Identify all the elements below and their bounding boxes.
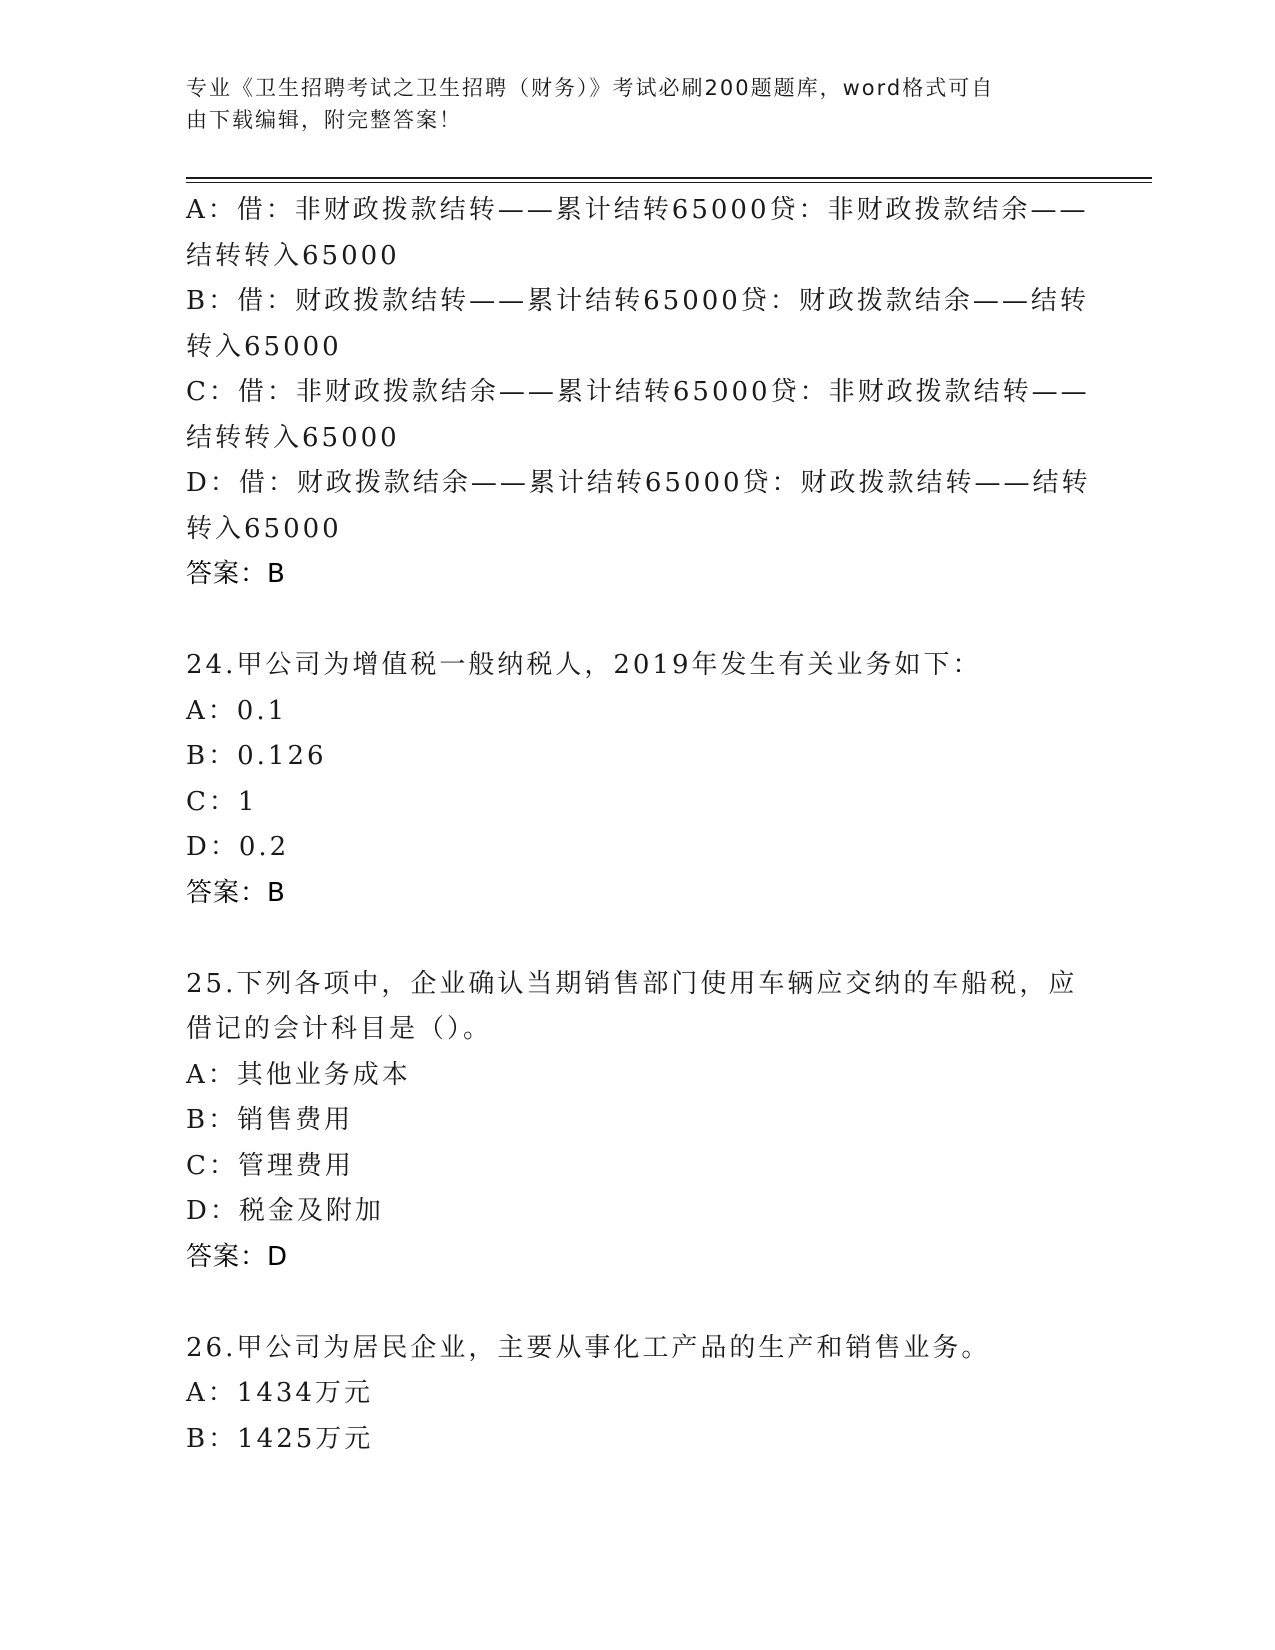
question-list bbox=[186, 188, 1091, 1462]
spacer bbox=[186, 598, 1066, 644]
option-b-line-2: 转入65000 bbox=[186, 331, 342, 362]
option-a-line-1: A：借：非财政拨款结转——累计结转65000贷：非财政拨款结余—— bbox=[186, 195, 1089, 225]
option-a: A：其他业务成本 bbox=[186, 1059, 411, 1090]
question-stem-line-1: 25.下列各项中，企业确认当期销售部门使用车辆应交纳的车船税，应 bbox=[186, 968, 1078, 999]
spacer bbox=[186, 1280, 1066, 1326]
option-d: D：税金及附加 bbox=[186, 1196, 384, 1226]
question-block-23 bbox=[186, 188, 1091, 598]
option-b: B：0.126 bbox=[186, 741, 327, 771]
question-stem: 26.甲公司为居民企业，主要从事化工产品的生产和销售业务。 bbox=[186, 1332, 991, 1363]
header-divider-thin bbox=[186, 182, 1152, 183]
header-divider-thick bbox=[186, 177, 1152, 179]
option-b: B：销售费用 bbox=[186, 1105, 354, 1135]
answer-line: 答案：D bbox=[186, 1241, 289, 1272]
option-a: A：0.1 bbox=[186, 695, 288, 726]
spacer bbox=[186, 916, 1066, 962]
option-c-line-1: C：借：非财政拨款结余——累计结转65000贷：非财政拨款结转—— bbox=[186, 377, 1090, 407]
document-header bbox=[186, 72, 1066, 136]
question-block-25 bbox=[186, 962, 1078, 1281]
question-stem-line-2: 借记的会计科目是（）。 bbox=[186, 1014, 493, 1044]
option-a-line-2: 结转转入65000 bbox=[186, 240, 400, 271]
option-c: C：管理费用 bbox=[186, 1150, 354, 1181]
question-stem: 24.甲公司为增值税一般纳税人，2019年发生有关业务如下： bbox=[186, 650, 982, 680]
option-b: B：1425万元 bbox=[186, 1423, 374, 1454]
answer-line: 答案：B bbox=[186, 559, 286, 589]
answer-line: 答案：B bbox=[186, 877, 286, 908]
option-d-line-1: D：借：财政拨款结余——累计结转65000贷：财政拨款结转——结转 bbox=[186, 468, 1091, 498]
question-block-26 bbox=[186, 1326, 1066, 1463]
option-c: C：1 bbox=[186, 786, 258, 817]
option-d: D：0.2 bbox=[186, 832, 290, 862]
option-a: A：1434万元 bbox=[186, 1378, 373, 1408]
option-b-line-1: B：借：财政拨款结转——累计结转65000贷：财政拨款结余——结转 bbox=[186, 286, 1089, 316]
option-d-line-2: 转入65000 bbox=[186, 513, 342, 544]
question-block-24 bbox=[186, 643, 1066, 916]
option-c-line-2: 结转转入65000 bbox=[186, 422, 400, 453]
header-line-2: 由下载编辑，附完整答案！ bbox=[186, 108, 462, 132]
header-line-1: 专业《卫生招聘考试之卫生招聘（财务）》考试必刷200题题库，word格式可自 bbox=[186, 76, 995, 100]
